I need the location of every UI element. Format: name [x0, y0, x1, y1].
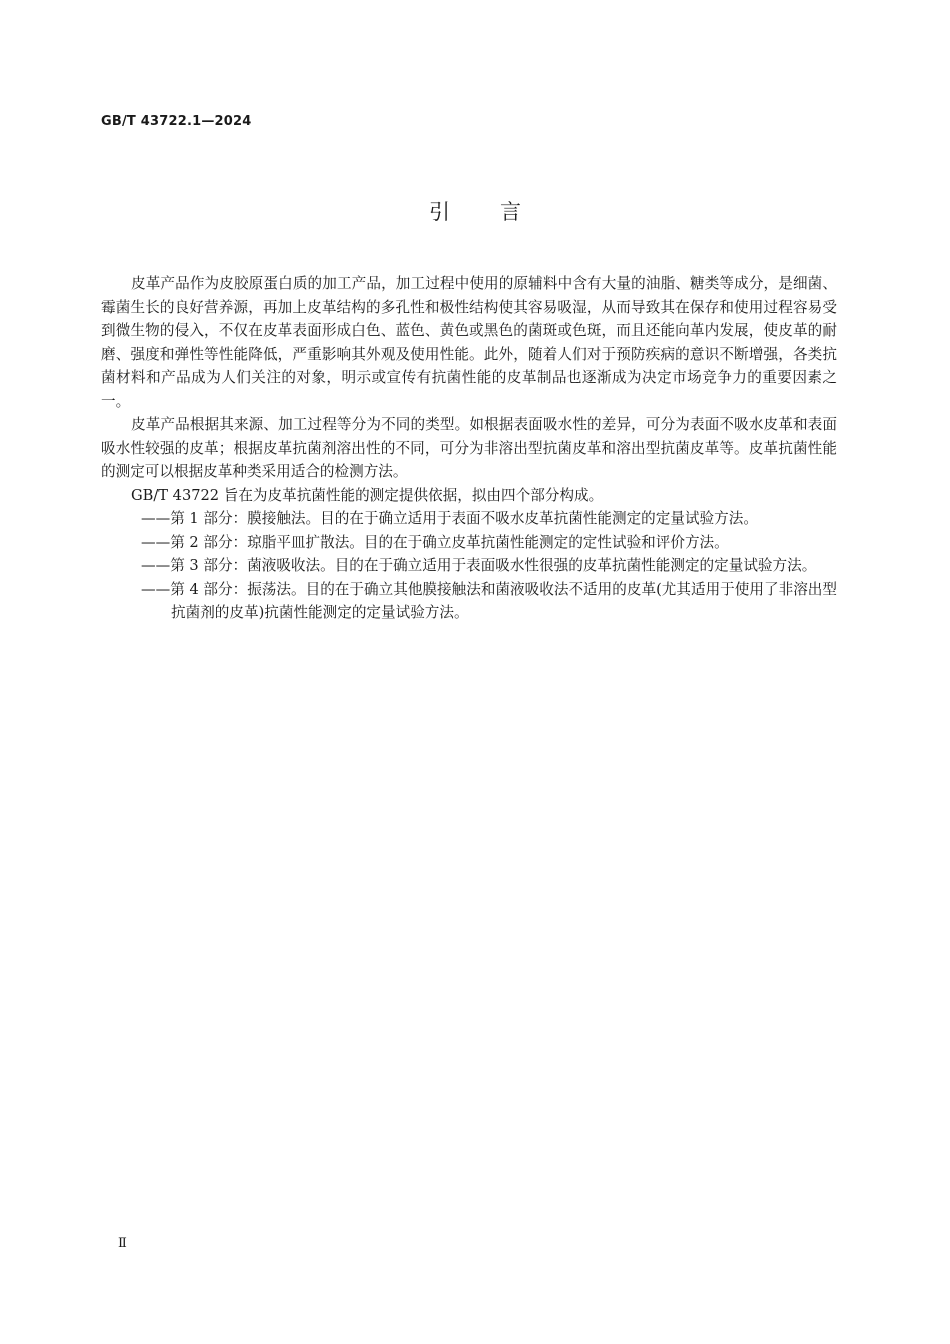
title-part-2: 言 [500, 200, 521, 224]
list-item: ——第 1 部分：膜接触法。目的在于确立适用于表面不吸水皮革抗菌性能测定的定量试验方法。 [141, 510, 758, 527]
introduction-body [101, 272, 837, 625]
paragraph: 皮革产品根据其来源、加工过程等分为不同的类型。如根据表面吸水性的差异，可分为表面不吸水皮革和表面吸水性较强的皮革；根据皮革抗菌剂溶出性的不同，可分为非溶出型抗菌皮革和溶出型抗菌皮革等。皮革抗菌性能的测定可以根据皮革种类采用适合的检测方法。 [101, 416, 837, 480]
title-part-1: 引 [429, 200, 450, 224]
paragraph: GB/T 43722 旨在为皮革抗菌性能的测定提供依据，拟由四个部分构成。 [131, 486, 604, 504]
page-number: Ⅱ [118, 1236, 127, 1251]
list-item: ——第 4 部分：振荡法。目的在于确立其他膜接触法和菌液吸收法不适用的皮革(尤其适用于使用了非溶出型抗菌剂的皮革)抗菌性能测定的定量试验方法。 [141, 580, 837, 621]
paragraph: 皮革产品作为皮胶原蛋白质的加工产品，加工过程中使用的原辅料中含有大量的油脂、糖类等成分，是细菌、霉菌生长的良好营养源，再加上皮革结构的多孔性和极性结构使其容易吸湿，从而导致其在保存和使用过程容易受到微生物的侵入，不仅在皮革表面形成白色、蓝色、黄色或黑色的菌斑或色斑，而且还能向革内发展，使皮革的耐磨、强度和弹性等性能降低，严重影响其外观及使用性能。此外，随着人们对于预防疾病的意识不断增强，各类抗菌材料和产品成为人们关注的对象，明示或宣传有抗菌性能的皮革制品也逐渐成为决定市场竞争力的重要因素之一。 [101, 275, 837, 410]
page-title [0, 196, 950, 226]
list-item: ——第 2 部分：琼脂平皿扩散法。目的在于确立皮革抗菌性能测定的定性试验和评价方法。 [141, 533, 729, 551]
list-item: ——第 3 部分：菌液吸收法。目的在于确立适用于表面吸水性很强的皮革抗菌性能测定的定量试验方法。 [141, 557, 817, 574]
standard-code: GB/T 43722.1—2024 [101, 114, 252, 129]
